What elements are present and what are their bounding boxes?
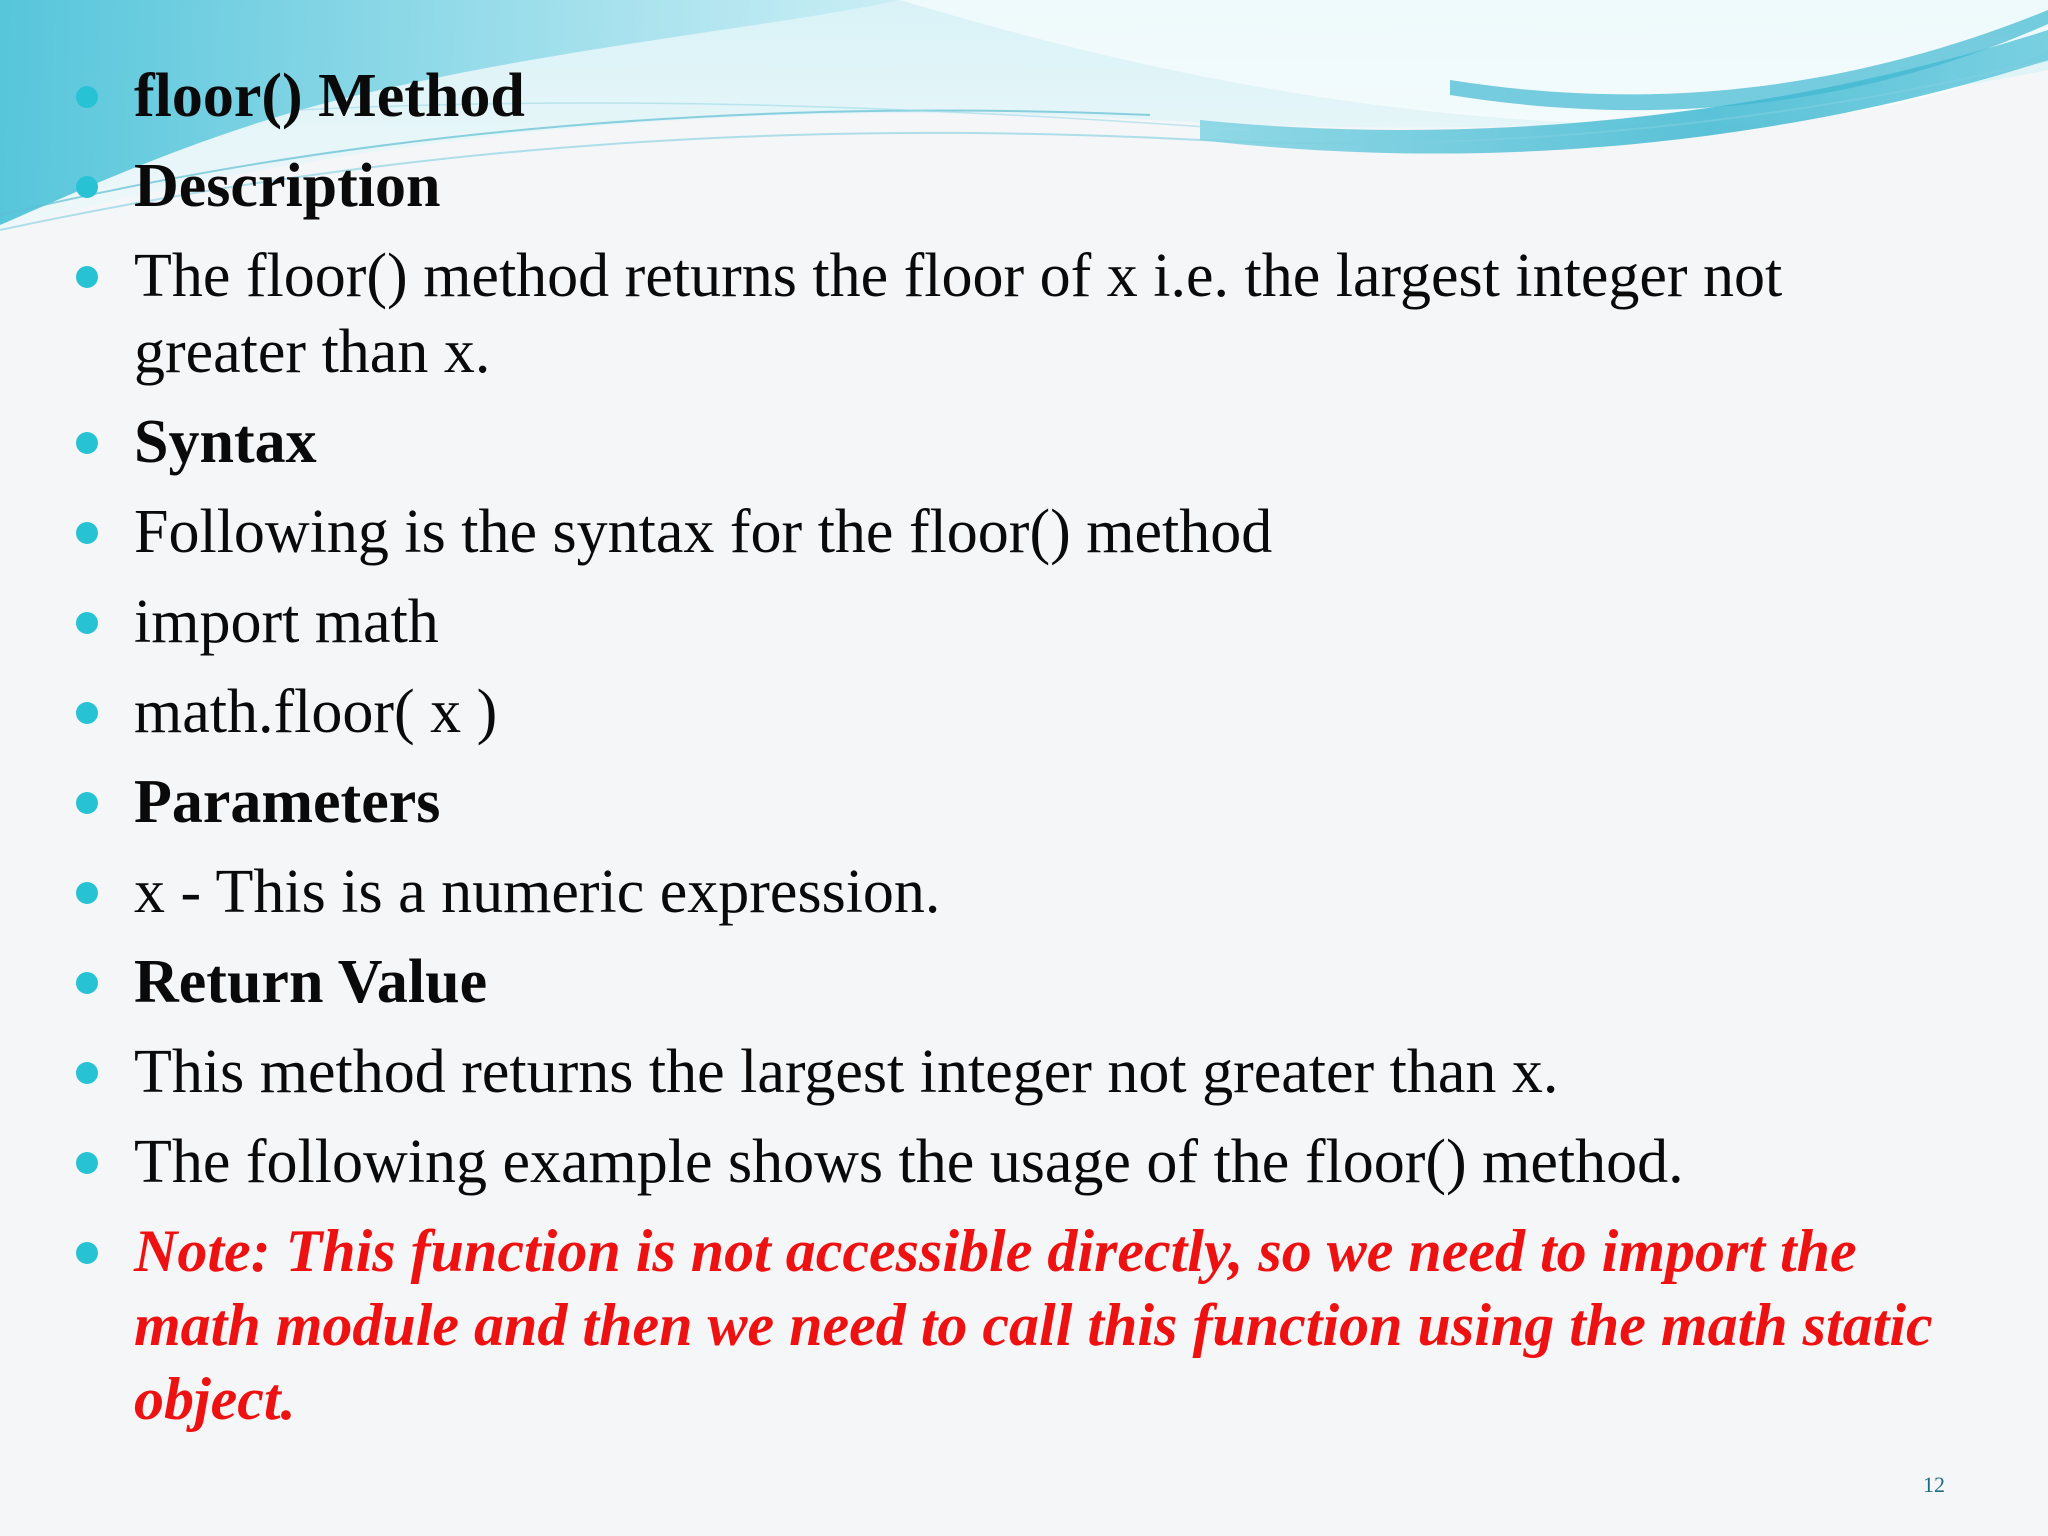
list-item bbox=[70, 148, 2000, 224]
list-item bbox=[70, 584, 2000, 660]
bullet-icon bbox=[76, 1152, 98, 1174]
bullet-text: Return Value bbox=[134, 948, 488, 1016]
list-item bbox=[70, 944, 2000, 1020]
bullet-text: Parameters bbox=[134, 768, 441, 836]
list-item bbox=[70, 764, 2000, 840]
list-item bbox=[70, 494, 2000, 570]
list-item bbox=[70, 1124, 2000, 1200]
bullet-text: x - This is a numeric expression. bbox=[134, 858, 941, 926]
bullet-text: The floor() method returns the floor of x i.e. the largest integer not greater than x. bbox=[134, 242, 1783, 386]
bullet-text: Description bbox=[134, 152, 441, 220]
bullet-icon bbox=[76, 612, 98, 634]
bullet-icon bbox=[76, 702, 98, 724]
bullet-text: The following example shows the usage of the floor() method. bbox=[134, 1128, 1684, 1196]
note-text: Note: This function is not accessible directly, so we need to import the math module and then we need to call this function using the math static object. bbox=[134, 1218, 1933, 1432]
bullet-text: Following is the syntax for the floor() method bbox=[134, 498, 1273, 566]
list-item bbox=[70, 404, 2000, 480]
note-item bbox=[70, 1214, 1994, 1436]
list-item bbox=[70, 238, 1834, 390]
list-item bbox=[70, 1034, 2000, 1110]
bullet-icon bbox=[76, 266, 98, 288]
bullet-text: math.floor( x ) bbox=[134, 678, 498, 746]
bullet-icon bbox=[76, 1242, 98, 1264]
bullet-icon bbox=[76, 972, 98, 994]
list-item bbox=[70, 674, 2000, 750]
bullet-icon bbox=[76, 522, 98, 544]
bullet-icon bbox=[76, 176, 98, 198]
bullet-text: import math bbox=[134, 588, 439, 656]
list-item bbox=[70, 854, 2000, 930]
bullet-icon bbox=[76, 432, 98, 454]
bullet-icon bbox=[76, 882, 98, 904]
slide-number: 12 bbox=[1923, 1472, 1945, 1497]
bullet-text: floor() Method bbox=[134, 62, 525, 130]
list-item bbox=[70, 58, 2000, 134]
bullet-text: This method returns the largest integer not greater than x. bbox=[134, 1038, 1559, 1106]
bullet-list bbox=[70, 58, 2000, 1450]
bullet-icon bbox=[76, 86, 98, 108]
bullet-icon bbox=[76, 792, 98, 814]
bullet-text: Syntax bbox=[134, 408, 317, 476]
bullet-icon bbox=[76, 1062, 98, 1084]
